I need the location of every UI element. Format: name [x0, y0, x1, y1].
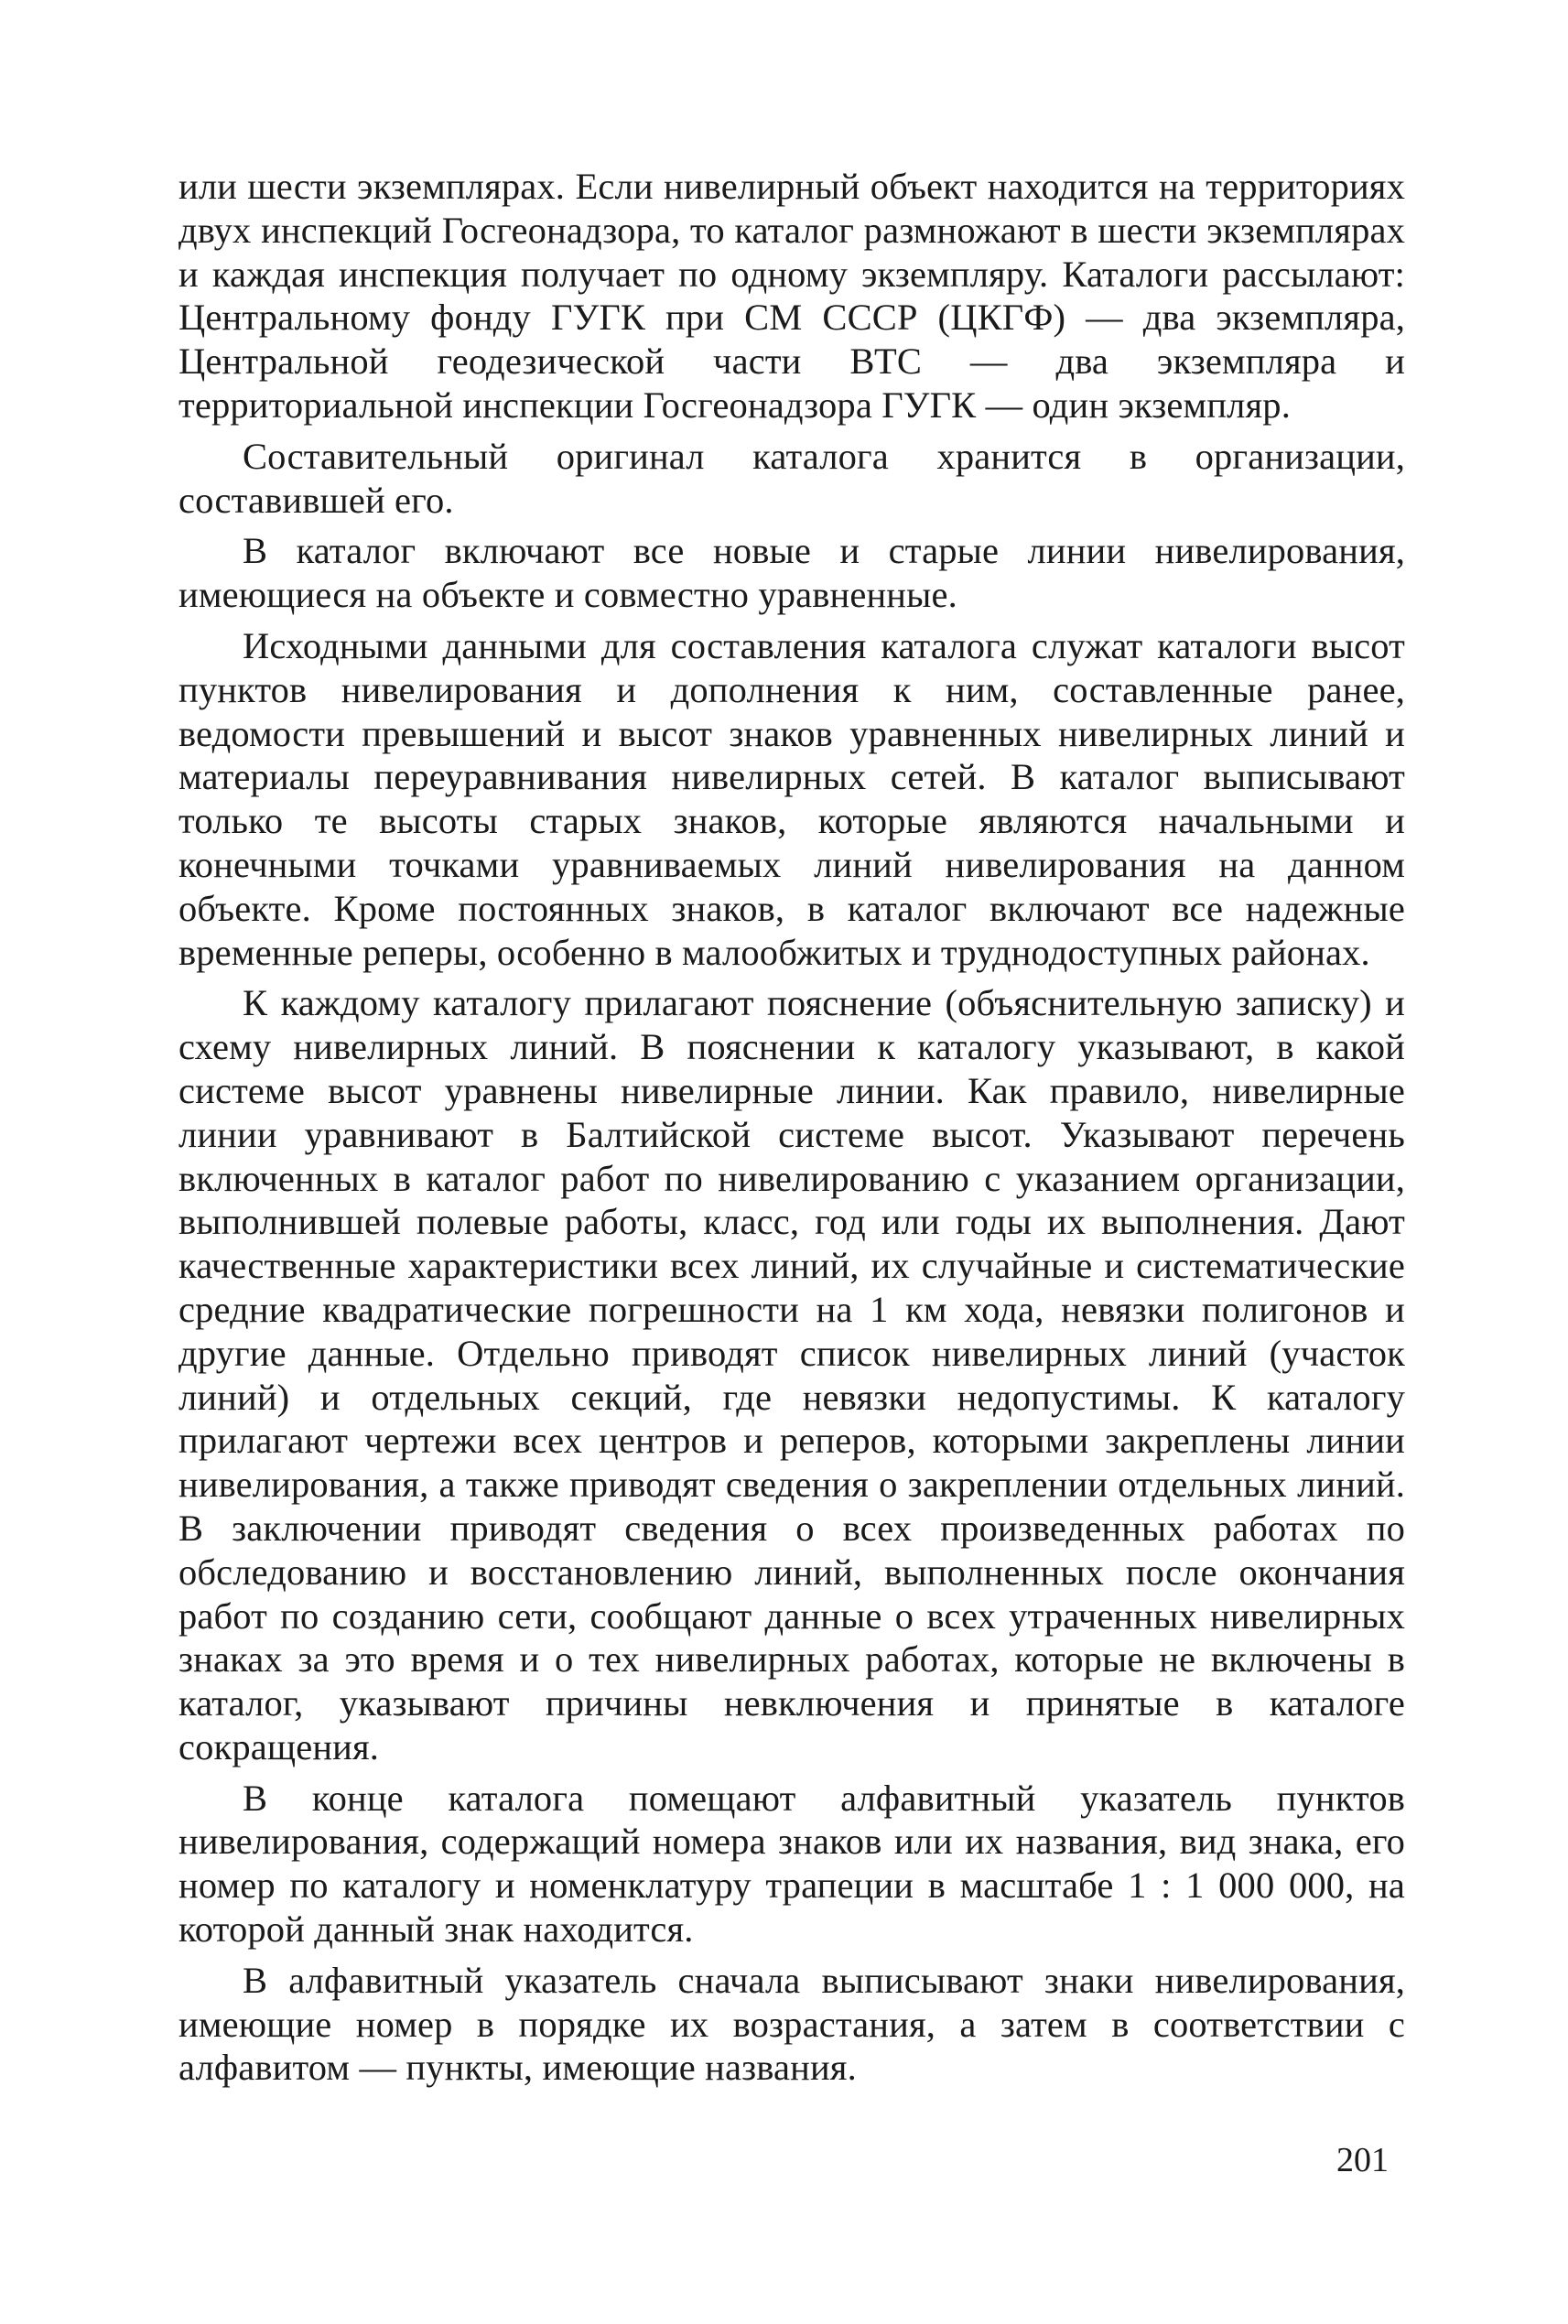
page-body	[178, 165, 1405, 2097]
paragraph-original-storage: Составительный оригинал каталога хранится в организации, составившей его.	[178, 435, 1405, 521]
paragraph-explanatory-note: К каждому каталогу прилагают пояснение (объяснительную записку) и схему нивелирных линий. В пояснении к каталогу указывают, в какой системе высот уравнены нивелирные линии. Как правило, нивелирные линии уравнивают в Балтийской системе высот. Указывают перечень включенных в каталог работ по нивелированию с указанием организации, выполнившей полевые работы, класс, год или годы их выполнения. Дают качественные характеристики всех линий, их случайные и систематические средние квадратические погрешности на 1 км хода, невязки полигонов и другие данные. Отдельно приводят список нивелирных линий (участок линий) и отдельных секций, где невязки недопустимы. К каталогу прилагают чертежи всех центров и реперов, которыми закреплены линии нивелирования, а также приводят сведения о закреплении отдельных линий. В заключении приводят сведения о всех произведенных работах по обследованию и восстановлению линий, выполненных после окончания работ по созданию сети, сообщают данные о всех утраченных нивелирных знаках за это время и о тех нивелирных работах, которые не включены в каталог, указывают причины невключения и принятые в каталоге сокращения.	[178, 982, 1405, 1767]
paragraph-alphabetical-index: В конце каталога помещают алфавитный указатель пунктов нивелирования, содержащий номера знаков или их названия, вид знака, его номер по каталогу и номенклатуру трапеции в масштабе 1 : 1 000 000, на которой данный знак находится.	[178, 1777, 1405, 1951]
paragraph-index-order: В алфавитный указатель сначала выписывают знаки нивелирования, имеющие номер в порядке их возрастания, а затем в соответствии с алфавитом — пункты, имеющие названия.	[178, 1959, 1405, 2089]
page-number: 201	[1336, 2141, 1389, 2179]
paragraph-continuation: или шести экземплярах. Если нивелирный объект находится на территориях двух инспекций Госгеонадзора, то каталог размножают в шести экземплярах и каждая инспекция получает по одному экземпляру. Каталоги рассылают: Центральному фонду ГУГК при СМ СССР (ЦКГФ) — два экземпляра, Центральной геодезической части ВТС — два экземпляра и территориальной инспекции Госгеонадзора ГУГК — один экземпляр.	[178, 166, 1405, 426]
paragraph-included-lines: В каталог включают все новые и старые линии нивелирования, имеющиеся на объекте и совместно уравненные.	[178, 530, 1405, 616]
paragraph-source-data: Исходными данными для составления каталога служат каталоги высот пунктов нивелирования и дополнения к ним, составленные ранее, ведомости превышений и высот знаков уравненных нивелирных линий и материалы переуравнивания нивелирных сетей. В каталог выписывают только те высоты старых знаков, которые являются начальными и конечными точками уравниваемых линий нивелирования на данном объекте. Кроме постоянных знаков, в каталог включают все надежные временные реперы, особенно в малообжитых и труднодоступных районах.	[178, 624, 1405, 973]
